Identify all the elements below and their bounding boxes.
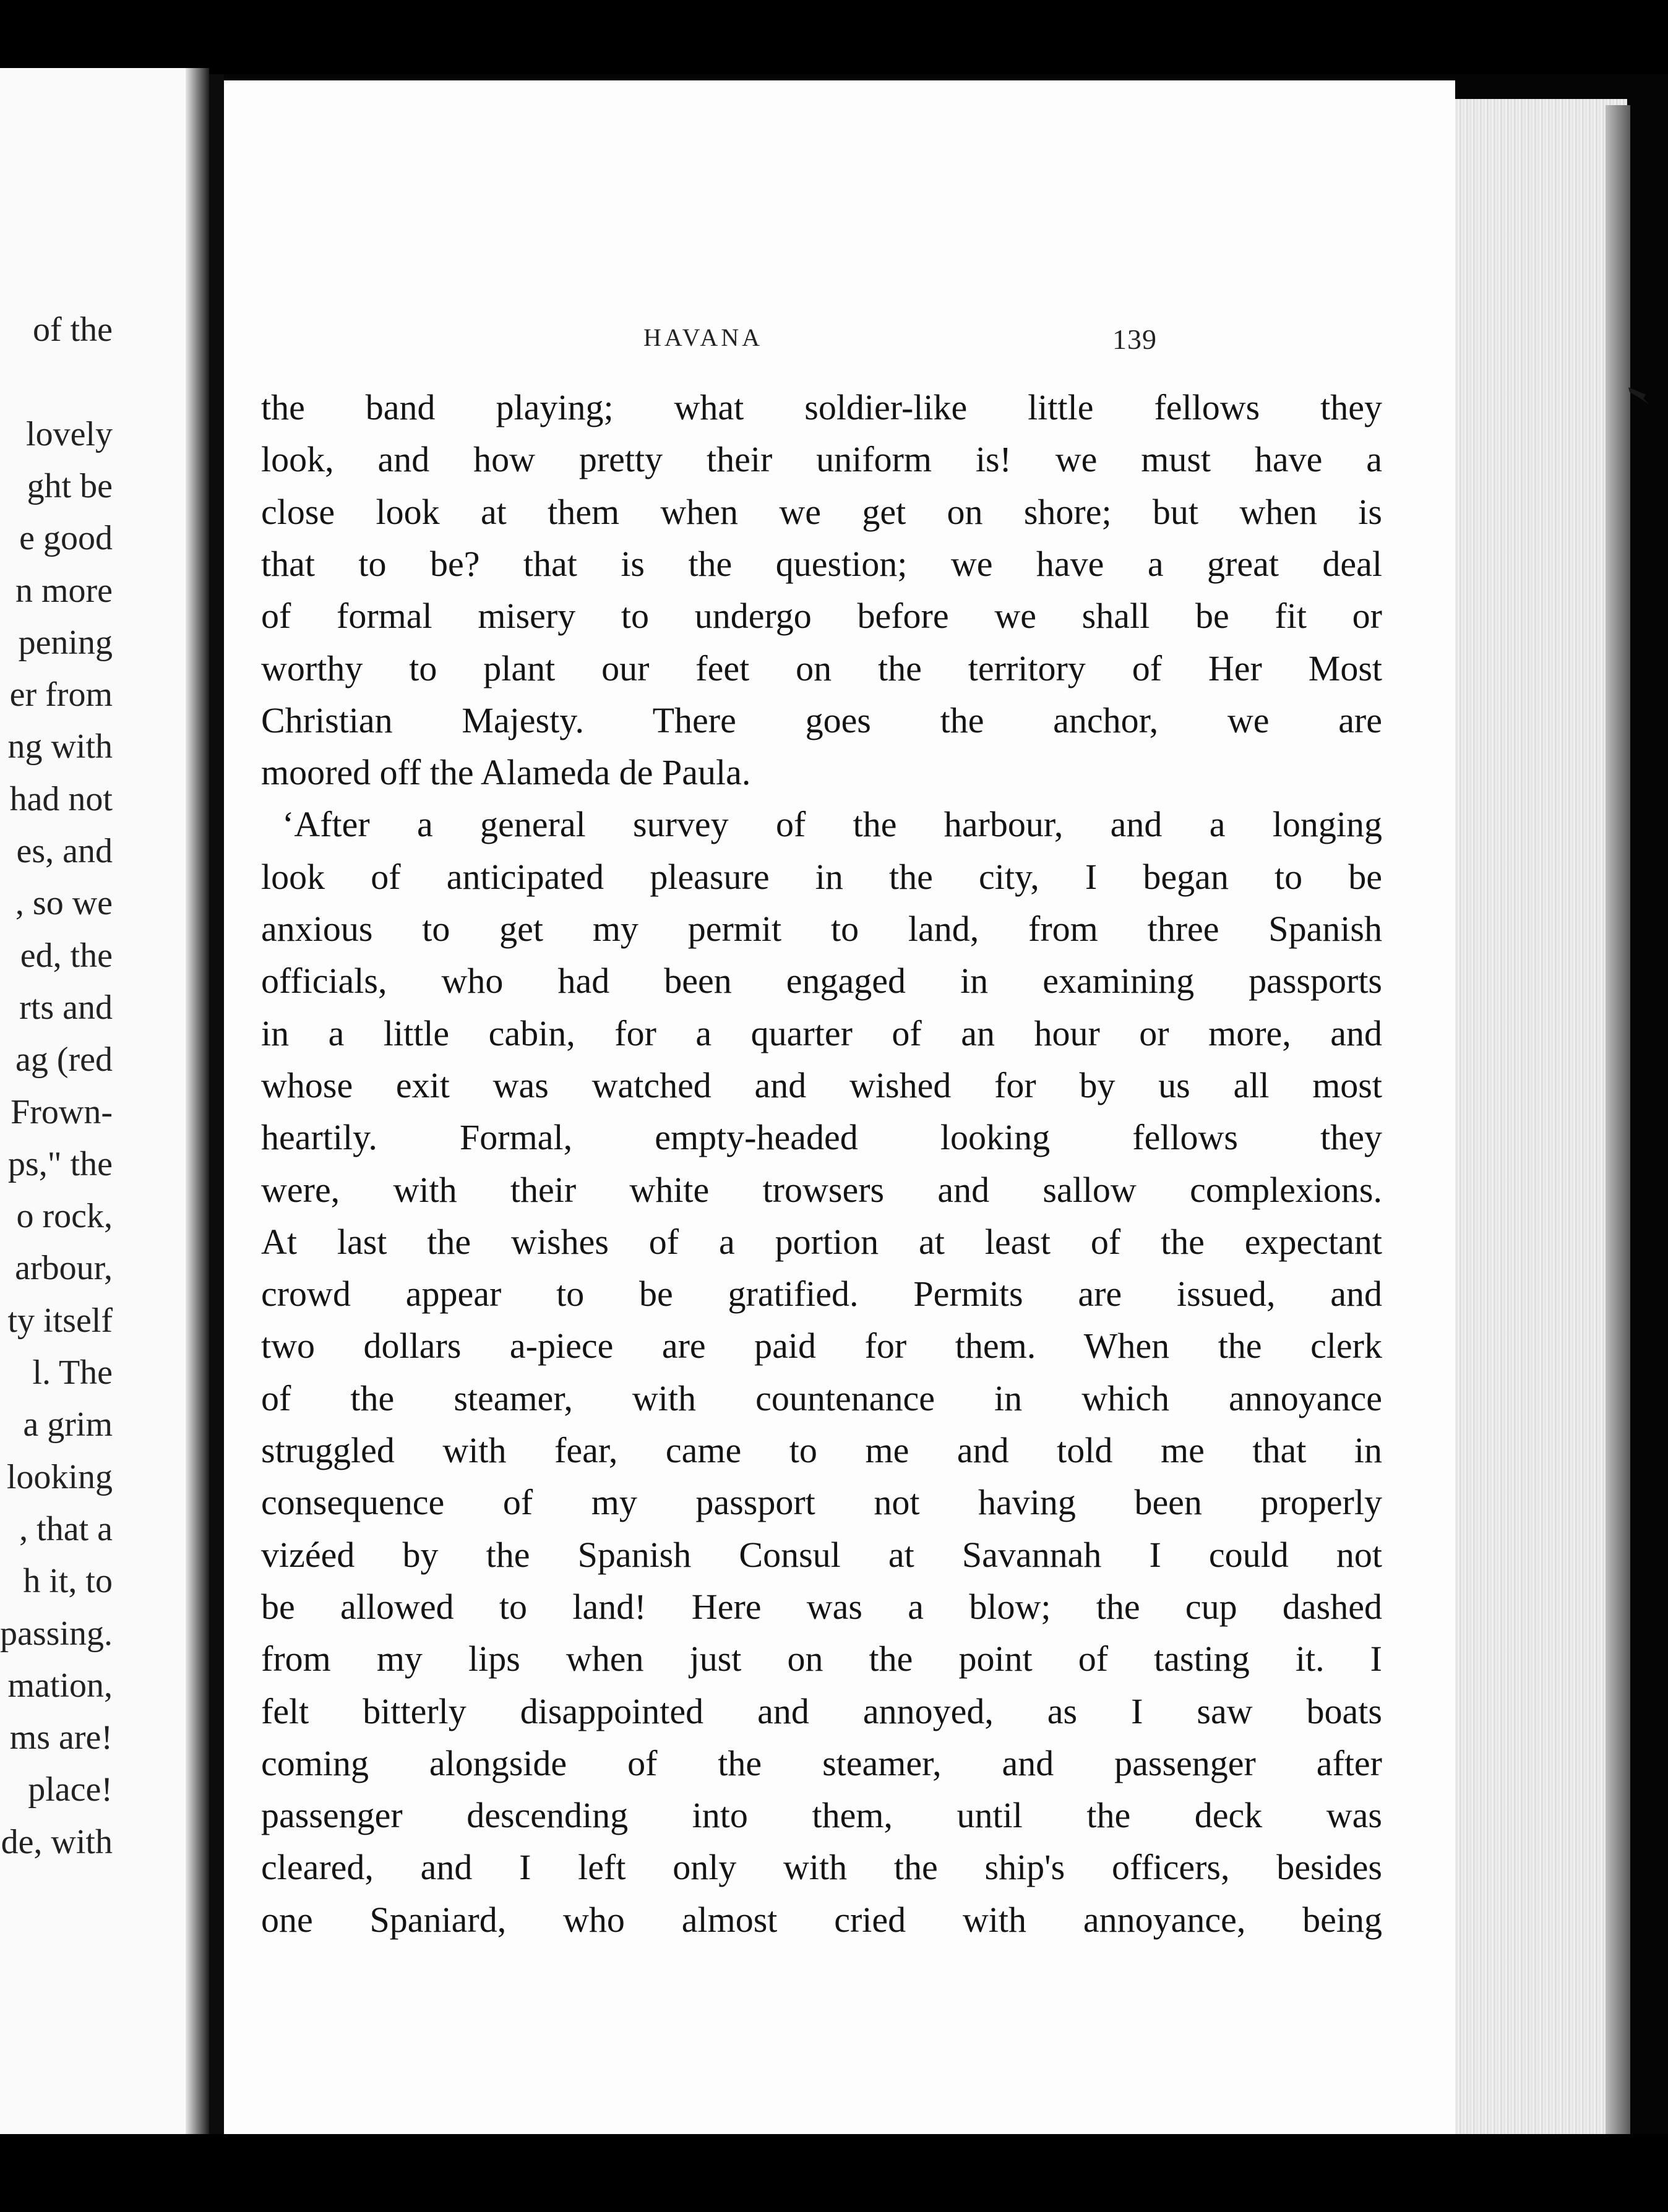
previous-page-line: ms are!: [9, 1718, 113, 1757]
previous-page-line: rts and: [19, 988, 113, 1027]
previous-page-line: ght be: [27, 466, 113, 505]
text-line: consequence of my passport not having been properly: [261, 1482, 1382, 1523]
book-fore-edge-shadow: [1606, 105, 1630, 2140]
previous-page-line: mation,: [7, 1666, 113, 1705]
text-line: were, with their white trowsers and sallow complexions.: [261, 1169, 1382, 1210]
previous-page-line: , that a: [19, 1509, 113, 1548]
text-line: two dollars a-piece are paid for them. When the clerk: [261, 1326, 1382, 1366]
text-line: officials, who had been engaged in examining passports: [261, 961, 1382, 1001]
previous-page-line: looking: [6, 1457, 113, 1496]
previous-page-line: pening: [18, 623, 113, 662]
previous-page-line: es, and: [16, 832, 113, 870]
book-gutter: [186, 68, 209, 2134]
previous-page-line: passing.: [0, 1614, 113, 1653]
text-line: of the steamer, with countenance in which annoyance: [261, 1378, 1382, 1418]
previous-page-line: h it, to: [23, 1562, 113, 1601]
text-line: look of anticipated pleasure in the city, I began to be: [261, 856, 1382, 897]
book-gutter-shadow: [209, 74, 224, 2134]
previous-page-line: n more: [15, 571, 113, 610]
previous-page-line: Frown-: [11, 1092, 113, 1131]
text-line: anxious to get my permit to land, from three Spanish: [261, 909, 1382, 949]
text-line: moored off the Alameda de Paula.: [261, 752, 751, 793]
previous-page-line: lovely: [26, 414, 113, 453]
text-line: the band playing; what soldier-like little fellows they: [261, 387, 1382, 427]
previous-page-line: , so we: [15, 884, 113, 923]
text-line: Christian Majesty. There goes the anchor, we are: [261, 700, 1382, 740]
text-line: of formal misery to undergo before we shall be fit or: [261, 596, 1382, 637]
text-line: from my lips when just on the point of tasting it. I: [261, 1639, 1382, 1679]
text-line: crowd appear to be gratified. Permits are issued, and: [261, 1274, 1382, 1314]
previous-page-line: had not: [9, 779, 113, 818]
text-line: whose exit was watched and wished for by us all most: [261, 1065, 1382, 1105]
previous-page-line: ps," the: [7, 1144, 113, 1183]
text-line: vizéed by the Spanish Consul at Savannah I could not: [261, 1534, 1382, 1575]
previous-page-line: o rock,: [16, 1197, 113, 1236]
previous-page-line: l. The: [32, 1353, 113, 1392]
text-line: passenger descending into them, until the deck was: [261, 1795, 1382, 1836]
previous-page-fragment: [0, 68, 186, 2134]
scan-bottom-border: [0, 2134, 1668, 2212]
text-line: close look at them when we get on shore; but when is: [261, 491, 1382, 532]
previous-page-line: a grim: [23, 1405, 113, 1444]
text-line: one Spaniard, who almost cried with annoyance, being: [261, 1899, 1382, 1940]
text-line: look, and how pretty their uniform is! we must have a: [261, 439, 1382, 480]
previous-page-line: place!: [28, 1770, 113, 1809]
text-line: that to be? that is the question; we have a great deal: [261, 543, 1382, 584]
text-line: be allowed to land! Here was a blow; the cup dashed: [261, 1586, 1382, 1627]
text-line: cleared, and I left only with the ship's officers, besides: [261, 1847, 1382, 1888]
previous-page-line: e good: [19, 519, 113, 558]
text-line: ‘After a general survey of the harbour, and a longing: [282, 804, 1382, 845]
running-head-title: HAVANA: [643, 324, 763, 351]
text-line: felt bitterly disappointed and annoyed, as I saw boats: [261, 1691, 1382, 1731]
previous-page-line: arbour,: [15, 1249, 113, 1288]
scan-top-border: [0, 0, 1668, 74]
text-line: At last the wishes of a portion at least of the expectant: [261, 1221, 1382, 1262]
text-line: coming alongside of the steamer, and passenger after: [261, 1743, 1382, 1783]
page-tab-mark: [1627, 384, 1652, 406]
previous-page-line: de, with: [1, 1822, 113, 1861]
page-number: 139: [1112, 324, 1157, 355]
text-line: struggled with fear, came to me and told me that in: [261, 1430, 1382, 1470]
text-line: heartily. Formal, empty-headed looking fellows they: [261, 1117, 1382, 1158]
previous-page-line: ty itself: [7, 1301, 113, 1340]
text-line: in a little cabin, for a quarter of an hour or more, and: [261, 1013, 1382, 1053]
text-line: worthy to plant our feet on the territory of Her Most: [261, 648, 1382, 688]
previous-page-line: of the: [32, 311, 113, 349]
book-fore-edge: [1455, 99, 1627, 2140]
previous-page-line: ed, the: [20, 936, 113, 975]
previous-page-line: ag (red: [15, 1040, 113, 1079]
previous-page-line: er from: [9, 675, 113, 714]
book-page: [224, 80, 1455, 2134]
previous-page-line: ng with: [7, 727, 113, 766]
